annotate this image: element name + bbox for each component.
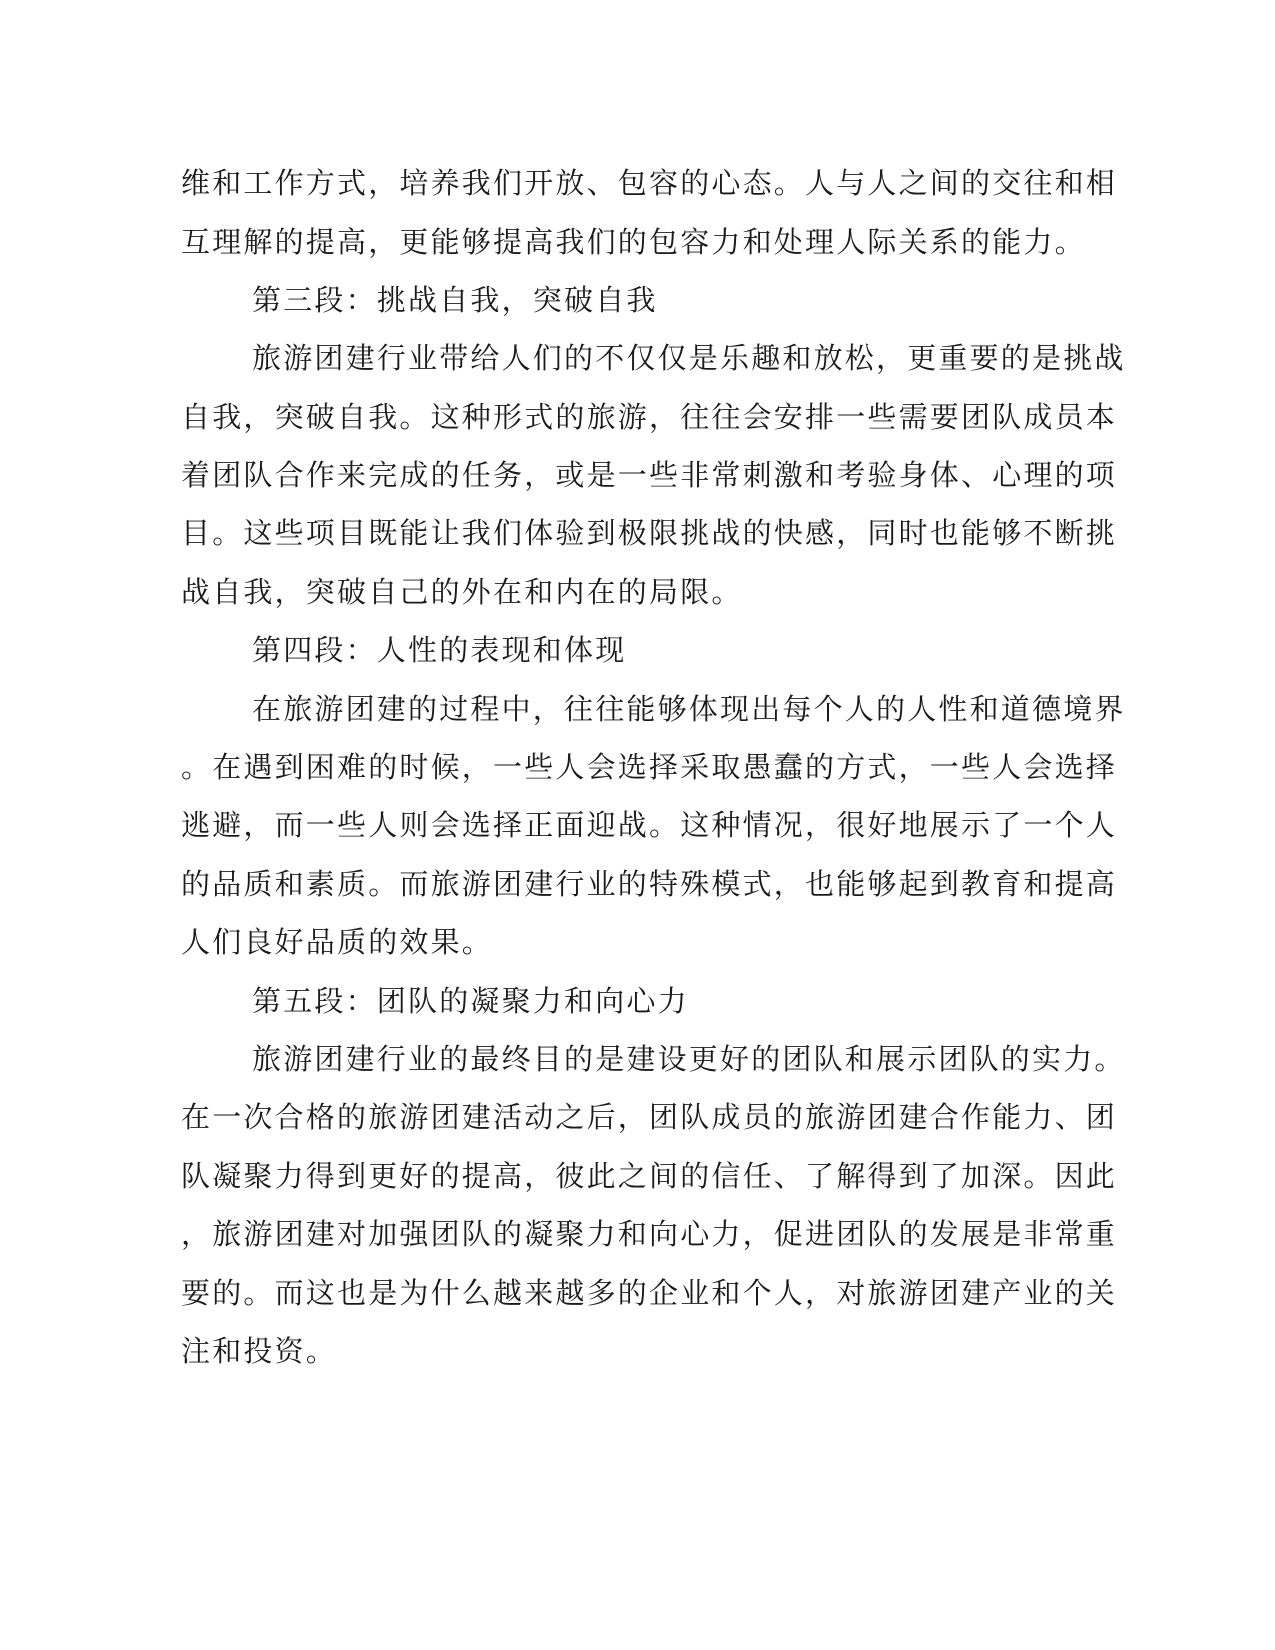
text-line: 逃避，而一些人则会选择正面迎战。这种情况，很好地展示了一个人 bbox=[181, 808, 1118, 842]
text-line: 在旅游团建的过程中，往往能够体现出每个人的人性和道德境界 bbox=[252, 692, 1126, 726]
text-line: 的品质和素质。而旅游团建行业的特殊模式，也能够起到教育和提高 bbox=[181, 867, 1118, 901]
text-line: 互理解的提高，更能够提高我们的包容力和处理人际关系的能力。 bbox=[181, 225, 1086, 259]
section-heading: 第四段：人性的表现和体现 bbox=[252, 633, 627, 667]
text-line: 战自我，突破自己的外在和内在的局限。 bbox=[181, 575, 743, 609]
text-line: 。在遇到困难的时候，一些人会选择采取愚蠢的方式，一些人会选择 bbox=[181, 750, 1118, 784]
text-line: 旅游团建行业的最终目的是建设更好的团队和展示团队的实力。 bbox=[252, 1042, 1126, 1076]
section-heading: 第五段：团队的凝聚力和向心力 bbox=[252, 984, 689, 1018]
text-line: 着团队合作来完成的任务，或是一些非常刺激和考验身体、心理的项 bbox=[181, 458, 1118, 492]
text-line: 人们良好品质的效果。 bbox=[181, 925, 494, 959]
text-line: 要的。而这也是为什么越来越多的企业和个人，对旅游团建产业的关 bbox=[181, 1276, 1118, 1310]
text-line: 自我，突破自我。这种形式的旅游，往往会安排一些需要团队成员本 bbox=[181, 400, 1118, 434]
text-line: 注和投资。 bbox=[181, 1334, 338, 1368]
text-line: 队凝聚力得到更好的提高，彼此之间的信任、了解得到了加深。因此 bbox=[181, 1159, 1118, 1193]
text-line: ，旅游团建对加强团队的凝聚力和向心力，促进团队的发展是非常重 bbox=[181, 1217, 1118, 1251]
text-line: 在一次合格的旅游团建活动之后，团队成员的旅游团建合作能力、团 bbox=[181, 1100, 1118, 1134]
text-line: 目。这些项目既能让我们体验到极限挑战的快感，同时也能够不断挑 bbox=[181, 516, 1118, 550]
section-heading: 第三段：挑战自我，突破自我 bbox=[252, 283, 658, 317]
text-line: 维和工作方式，培养我们开放、包容的心态。人与人之间的交往和相 bbox=[181, 166, 1118, 200]
text-line: 旅游团建行业带给人们的不仅仅是乐趣和放松，更重要的是挑战 bbox=[252, 341, 1126, 375]
